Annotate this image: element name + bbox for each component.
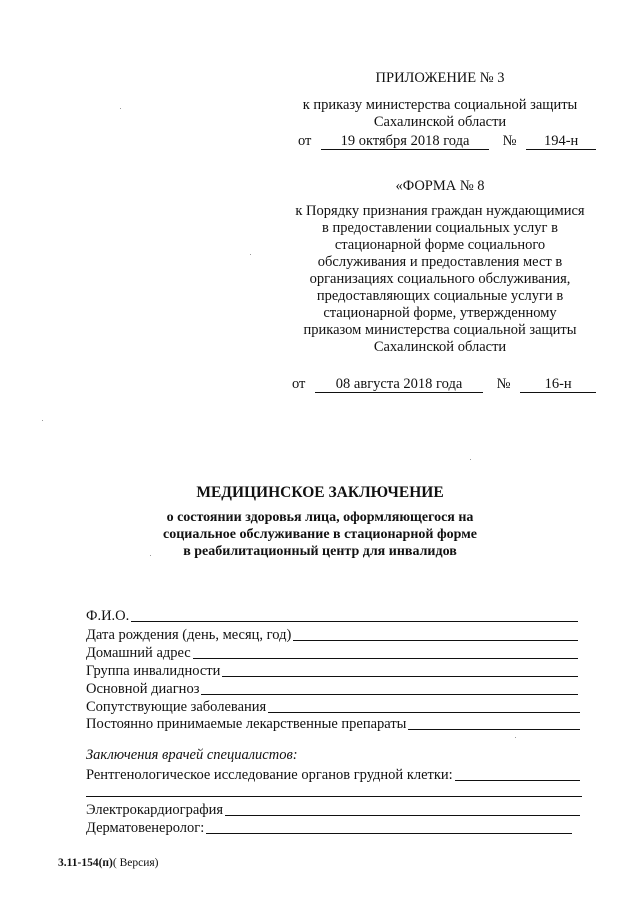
main-diagnosis-label: Основной диагноз (86, 681, 200, 697)
medications-label: Постоянно принимаемые лекарственные препараты (86, 716, 407, 732)
fio-field[interactable] (86, 606, 578, 624)
appendix-number: 194-н (526, 134, 596, 150)
scan-speck (120, 108, 121, 109)
form-line-5: организациях социального обслуживания, (309, 271, 571, 287)
form-line-7: стационарной форме, утвержденному (323, 305, 557, 321)
scan-speck (42, 420, 43, 421)
form-line-3: стационарной форме социального (334, 237, 546, 253)
xray-continuation-line[interactable] (86, 796, 582, 797)
medications-blank[interactable] (408, 728, 580, 730)
xray-blank[interactable] (455, 779, 580, 781)
ecg-label: Электрокардиография (86, 802, 224, 818)
fio-blank[interactable] (131, 620, 578, 622)
document-subtitle (0, 509, 640, 560)
ecg-field[interactable] (86, 800, 580, 818)
birth-date-blank[interactable] (293, 639, 578, 641)
subtitle-line-3: в реабилитационный центр для инвалидов (183, 544, 457, 559)
appendix-title: ПРИЛОЖЕНИЕ № 3 (375, 70, 505, 86)
scan-speck (250, 254, 251, 255)
main-diagnosis-field[interactable] (86, 679, 578, 697)
footer-version: ( Версия) (112, 857, 159, 869)
footer-code-number: 3.11-154(п) (58, 857, 113, 869)
appendix-date-row (298, 133, 596, 150)
address-blank[interactable] (193, 657, 578, 659)
appendix-from-label: от (298, 133, 312, 149)
scan-speck (515, 737, 516, 738)
dermatologist-label: Дерматовенеролог: (86, 820, 205, 836)
form-line-1: к Порядку признания граждан нуждающимися (295, 203, 585, 219)
form-line-9: Сахалинской области (373, 339, 507, 355)
specialists-heading: Заключения врачей специалистов: (86, 747, 298, 763)
address-label: Домашний адрес (86, 645, 191, 661)
form-line-2: в предоставлении социальных услуг в (322, 220, 558, 236)
subtitle-line-1: о состоянии здоровья лица, оформляющегося на (166, 510, 474, 525)
appendix-block (300, 70, 580, 131)
form-date: 08 августа 2018 года (315, 377, 483, 393)
comorbid-label: Сопутствующие заболевания (86, 699, 267, 715)
appendix-region-line: Сахалинской области (373, 114, 507, 130)
fio-label: Ф.И.О. (86, 608, 130, 624)
dermatologist-blank[interactable] (206, 832, 572, 834)
address-field[interactable] (86, 643, 578, 661)
birth-date-field[interactable] (86, 625, 578, 643)
disability-group-label: Группа инвалидности (86, 663, 221, 679)
ecg-blank[interactable] (225, 814, 580, 816)
disability-group-blank[interactable] (222, 675, 578, 677)
form-block (284, 178, 596, 356)
scan-speck (470, 459, 471, 460)
form-number-label: № (496, 376, 511, 392)
form-date-row (292, 376, 596, 393)
comorbid-field[interactable] (86, 697, 580, 715)
dermatologist-field[interactable] (86, 818, 572, 836)
appendix-number-label: № (502, 133, 517, 149)
subtitle-line-2: социальное обслуживание в стационарной форме (163, 527, 477, 542)
document-title: МЕДИЦИНСКОЕ ЗАКЛЮЧЕНИЕ (196, 484, 444, 501)
disability-group-field[interactable] (86, 661, 578, 679)
form-line-6: предоставляющих социальные услуги в (316, 288, 564, 304)
appendix-order-line: к приказу министерства социальной защиты (302, 97, 578, 113)
appendix-date: 19 октября 2018 года (321, 134, 489, 150)
form-number: 16-н (520, 377, 596, 393)
footer-code (58, 857, 158, 869)
form-title: «ФОРМА № 8 (395, 178, 485, 194)
comorbid-blank[interactable] (268, 711, 580, 713)
xray-label: Рентгенологическое исследование органов грудной клетки: (86, 767, 453, 783)
scan-speck (150, 555, 151, 556)
xray-field[interactable] (86, 765, 580, 783)
medications-field[interactable] (86, 714, 580, 732)
form-line-8: приказом министерства социальной защиты (303, 322, 577, 338)
birth-date-label: Дата рождения (день, месяц, год) (86, 627, 292, 643)
main-diagnosis-blank[interactable] (201, 693, 578, 695)
form-line-4: обслуживания и предоставления мест в (317, 254, 563, 270)
form-from-label: от (292, 376, 306, 392)
